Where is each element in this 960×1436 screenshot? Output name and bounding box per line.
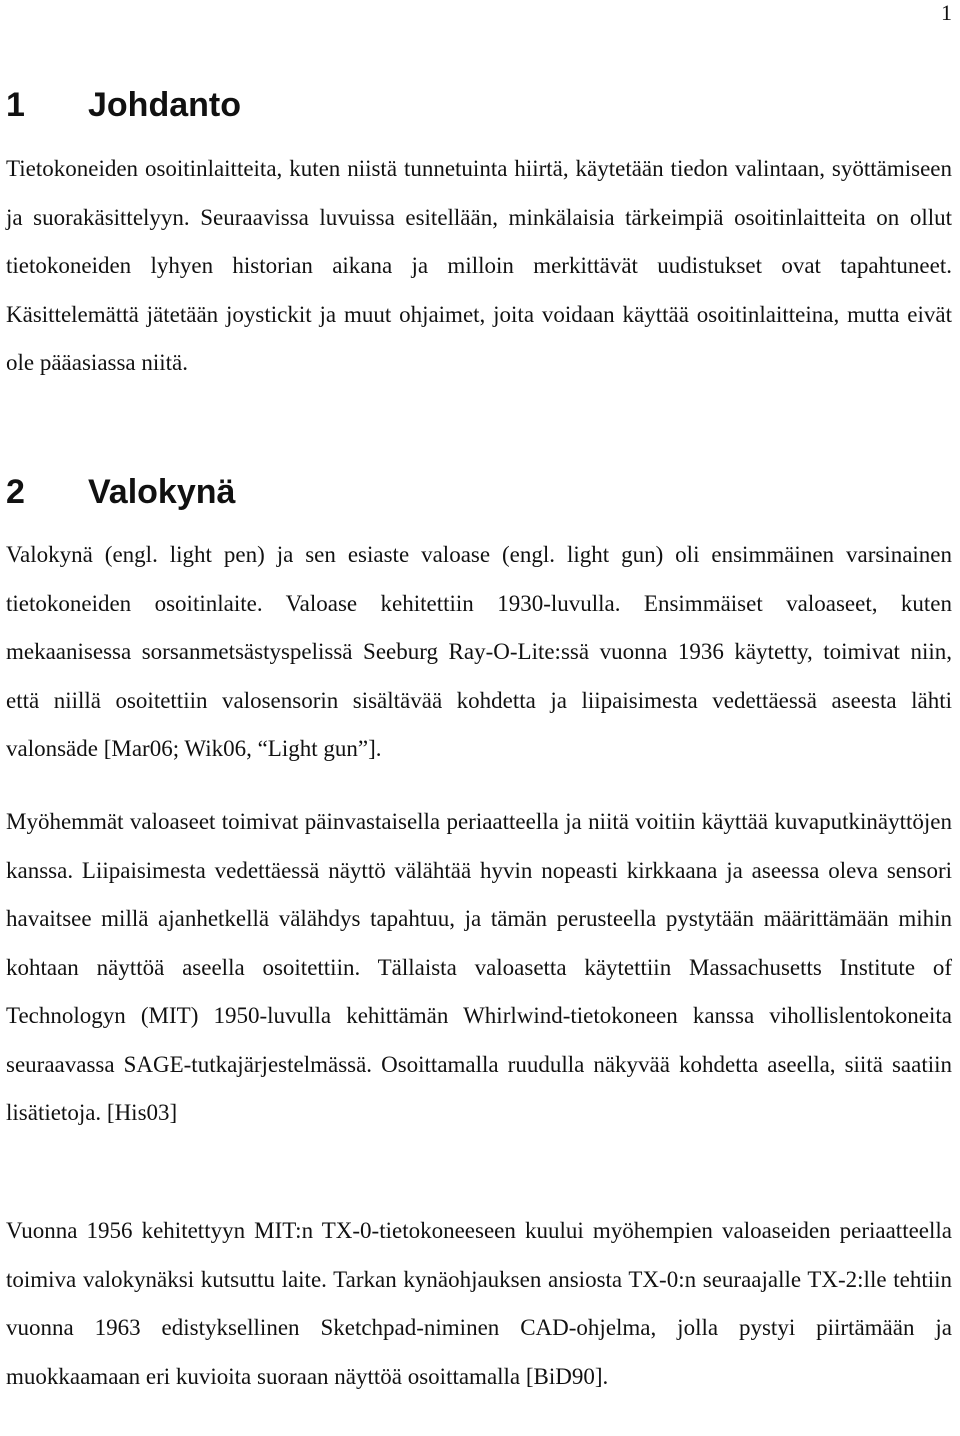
section-title: Johdanto	[88, 86, 241, 124]
page-number: 1	[941, 0, 952, 25]
section-title: Valokynä	[88, 473, 236, 511]
paragraph: Vuonna 1956 kehitettyyn MIT:n TX-0-tietokoneeseen kuului myöhempien valoaseiden periaatteella toimiva valokynäksi kutsuttu laite. Tarkan kynäohjauksen ansiosta TX-0:n seuraajalle TX-2:lle tehtiin vuonna 1963 edistyksellinen Sketchpad-niminen CAD-ohjelma, jolla pystyi piirtämään ja muokkaamaan eri kuvioita suoraan näyttöä osoittamalla [BiD90].	[6, 1218, 952, 1389]
section-heading-valokyna	[6, 472, 235, 512]
section-heading-johdanto	[6, 85, 241, 125]
paragraph: Valokynä (engl. light pen) ja sen esiaste valoase (engl. light gun) oli ensimmäinen varsinainen tietokoneiden osoitinlaite. Valoase kehitettiin 1930-luvulla. Ensimmäiset valoaseet, kuten mekaanisessa sorsanmetsästyspelissä Seeburg Ray-O-Lite:ssä vuonna 1936 käytetty, toimivat niin, että niillä osoitettiin valosensorin sisältävää kohdetta ja liipaisimesta vedettäessä aseesta lähti valonsäde [Mar06; Wik06, “Light gun”].	[6, 542, 952, 761]
paragraph: Tietokoneiden osoitinlaitteita, kuten niistä tunnetuinta hiirtä, käytetään tiedon valintaan, syöttämiseen ja suorakäsittelyyn. Seuraavissa luvuissa esitellään, minkälaisia tärkeimpiä osoitinlaitteita on ollut tietokoneiden lyhyen historian aikana ja milloin merkittävät uudistukset ovat tapahtuneet. Käsittelemättä jätetään joystickit ja muut ohjaimet, joita voidaan käyttää osoitinlaitteina, mutta eivät ole pääasiassa niitä.	[6, 156, 952, 375]
section-number: 2	[6, 473, 25, 511]
paragraph: Myöhemmät valoaseet toimivat päinvastaisella periaatteella ja niitä voitiin käyttää kuvaputkinäyttöjen kanssa. Liipaisimesta vedettäessä näyttö välähtää hyvin nopeasti kirkkaana ja aseessa oleva sensori havaitsee millä ajanhetkellä välähdys tapahtuu, ja tämän perusteella pystytään määrittämään mihin kohtaan näyttöä aseella osoitettiin. Tällaista valoasetta käytettiin Massachusetts Institute of Technologyn (MIT) 1950-luvulla kehittämän Whirlwind-tietokoneen kanssa vihollislentokoneita seuraavassa SAGE-tutkajärjestelmässä. Osoittamalla ruudulla näkyvää kohdetta aseella, siitä saatiin lisätietoja. [His03]	[6, 809, 952, 1125]
section-number: 1	[6, 86, 25, 124]
